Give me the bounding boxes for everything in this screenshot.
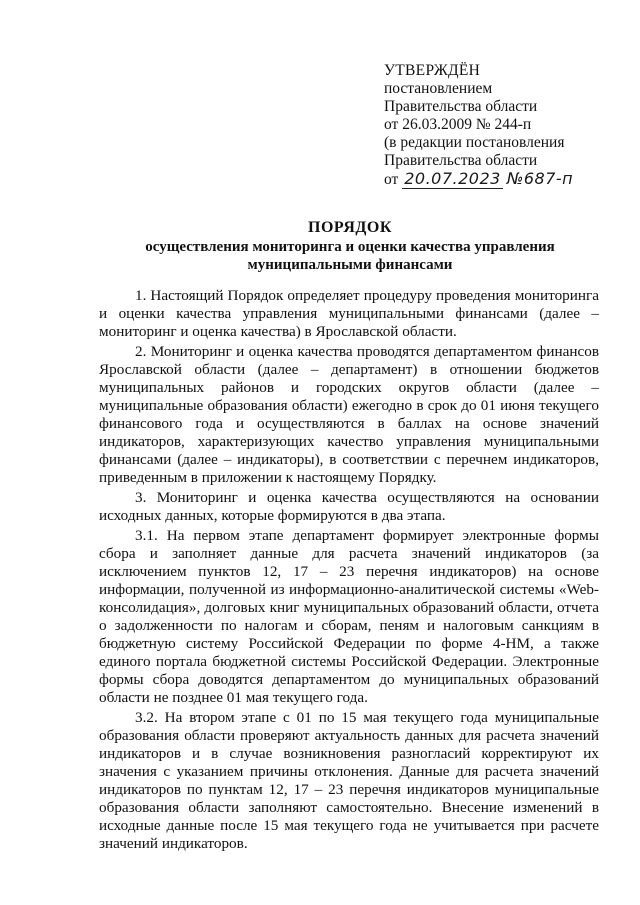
document-title: ПОРЯДОК [308, 219, 392, 236]
approval-line-2: Правительства области [384, 98, 538, 115]
approval-title: УТВЕРЖДЁН [384, 62, 481, 79]
document-subtitle-line-1: осуществления мониторинга и оценки качества управления [145, 239, 555, 255]
handwritten-number: №687-п [506, 169, 574, 188]
handwritten-date: 20.07.2023 [404, 169, 501, 188]
approval-block [384, 62, 634, 189]
approval-line-6-prefix: от [384, 171, 399, 188]
paragraph-3: 3. Мониторинг и оценка качества осуществляются на основании исходных данных, которые формируются в два этапа. [99, 489, 599, 524]
approval-line-6 [384, 170, 634, 189]
paragraph-3-1: 3.1. На первом этапе департамент формирует электронные формы сбора и заполняет данные для расчета значений индикаторов (за исключением пунктов 12, 17 – 23 перечня индикаторов) на основе информации, полученной из информационно-аналитической системы «Web-консолидация», долговых книг муниципальных образований области, отчета о задолженности по налогам и сборам, пеням и налоговым санкциям в бюджетную систему Российской Федерации по форме 4-НМ, а также единого портала бюджетной системы Российской Федерации. Электронные формы сбора доводятся департаментом до муниципальных образований области не позднее 01 мая текущего года. [99, 527, 599, 706]
approval-line-4: (в редакции постановления [384, 134, 565, 151]
approval-line-1: постановлением [384, 80, 493, 97]
document-body [99, 287, 599, 855]
paragraph-2: 2. Мониторинг и оценка качества проводятся департаментом финансов Ярославской области (далее – департамент) в отношении бюджетов муниципальных районов и городских округов области (далее – муниципальные образования области) ежегодно в срок до 01 июня текущего финансового года и осуществляются в баллах на основе значений индикаторов, характеризующих качество управления муниципальными финансами (далее – индикаторы), в соответствии с перечнем индикаторов, приведенным в приложении к настоящему Порядку. [99, 343, 599, 486]
paragraph-1: 1. Настоящий Порядок определяет процедуру проведения мониторинга и оценки качества управления муниципальными финансами (далее – мониторинг и оценка качества) в Ярославской области. [99, 287, 599, 340]
document-subtitle-line-2: муниципальными финансами [247, 257, 453, 273]
document-heading [100, 218, 600, 274]
paragraph-3-2: 3.2. На втором этапе с 01 по 15 мая текущего года муниципальные образования области проверяют актуальность данных для расчета значений индикаторов и в случае возникновения разногласий корректируют их значения с указанием причины отклонения. Данные для расчета значений индикаторов по пунктам 12, 17 – 23 перечня индикаторов муниципальные образования области заполняют самостоятельно. Внесение изменений в исходные данные после 15 мая текущего года не учитывается при расчете значений индикаторов. [99, 709, 599, 852]
approval-line-5: Правительства области [384, 152, 538, 169]
approval-line-3: от 26.03.2009 № 244-п [384, 116, 532, 133]
